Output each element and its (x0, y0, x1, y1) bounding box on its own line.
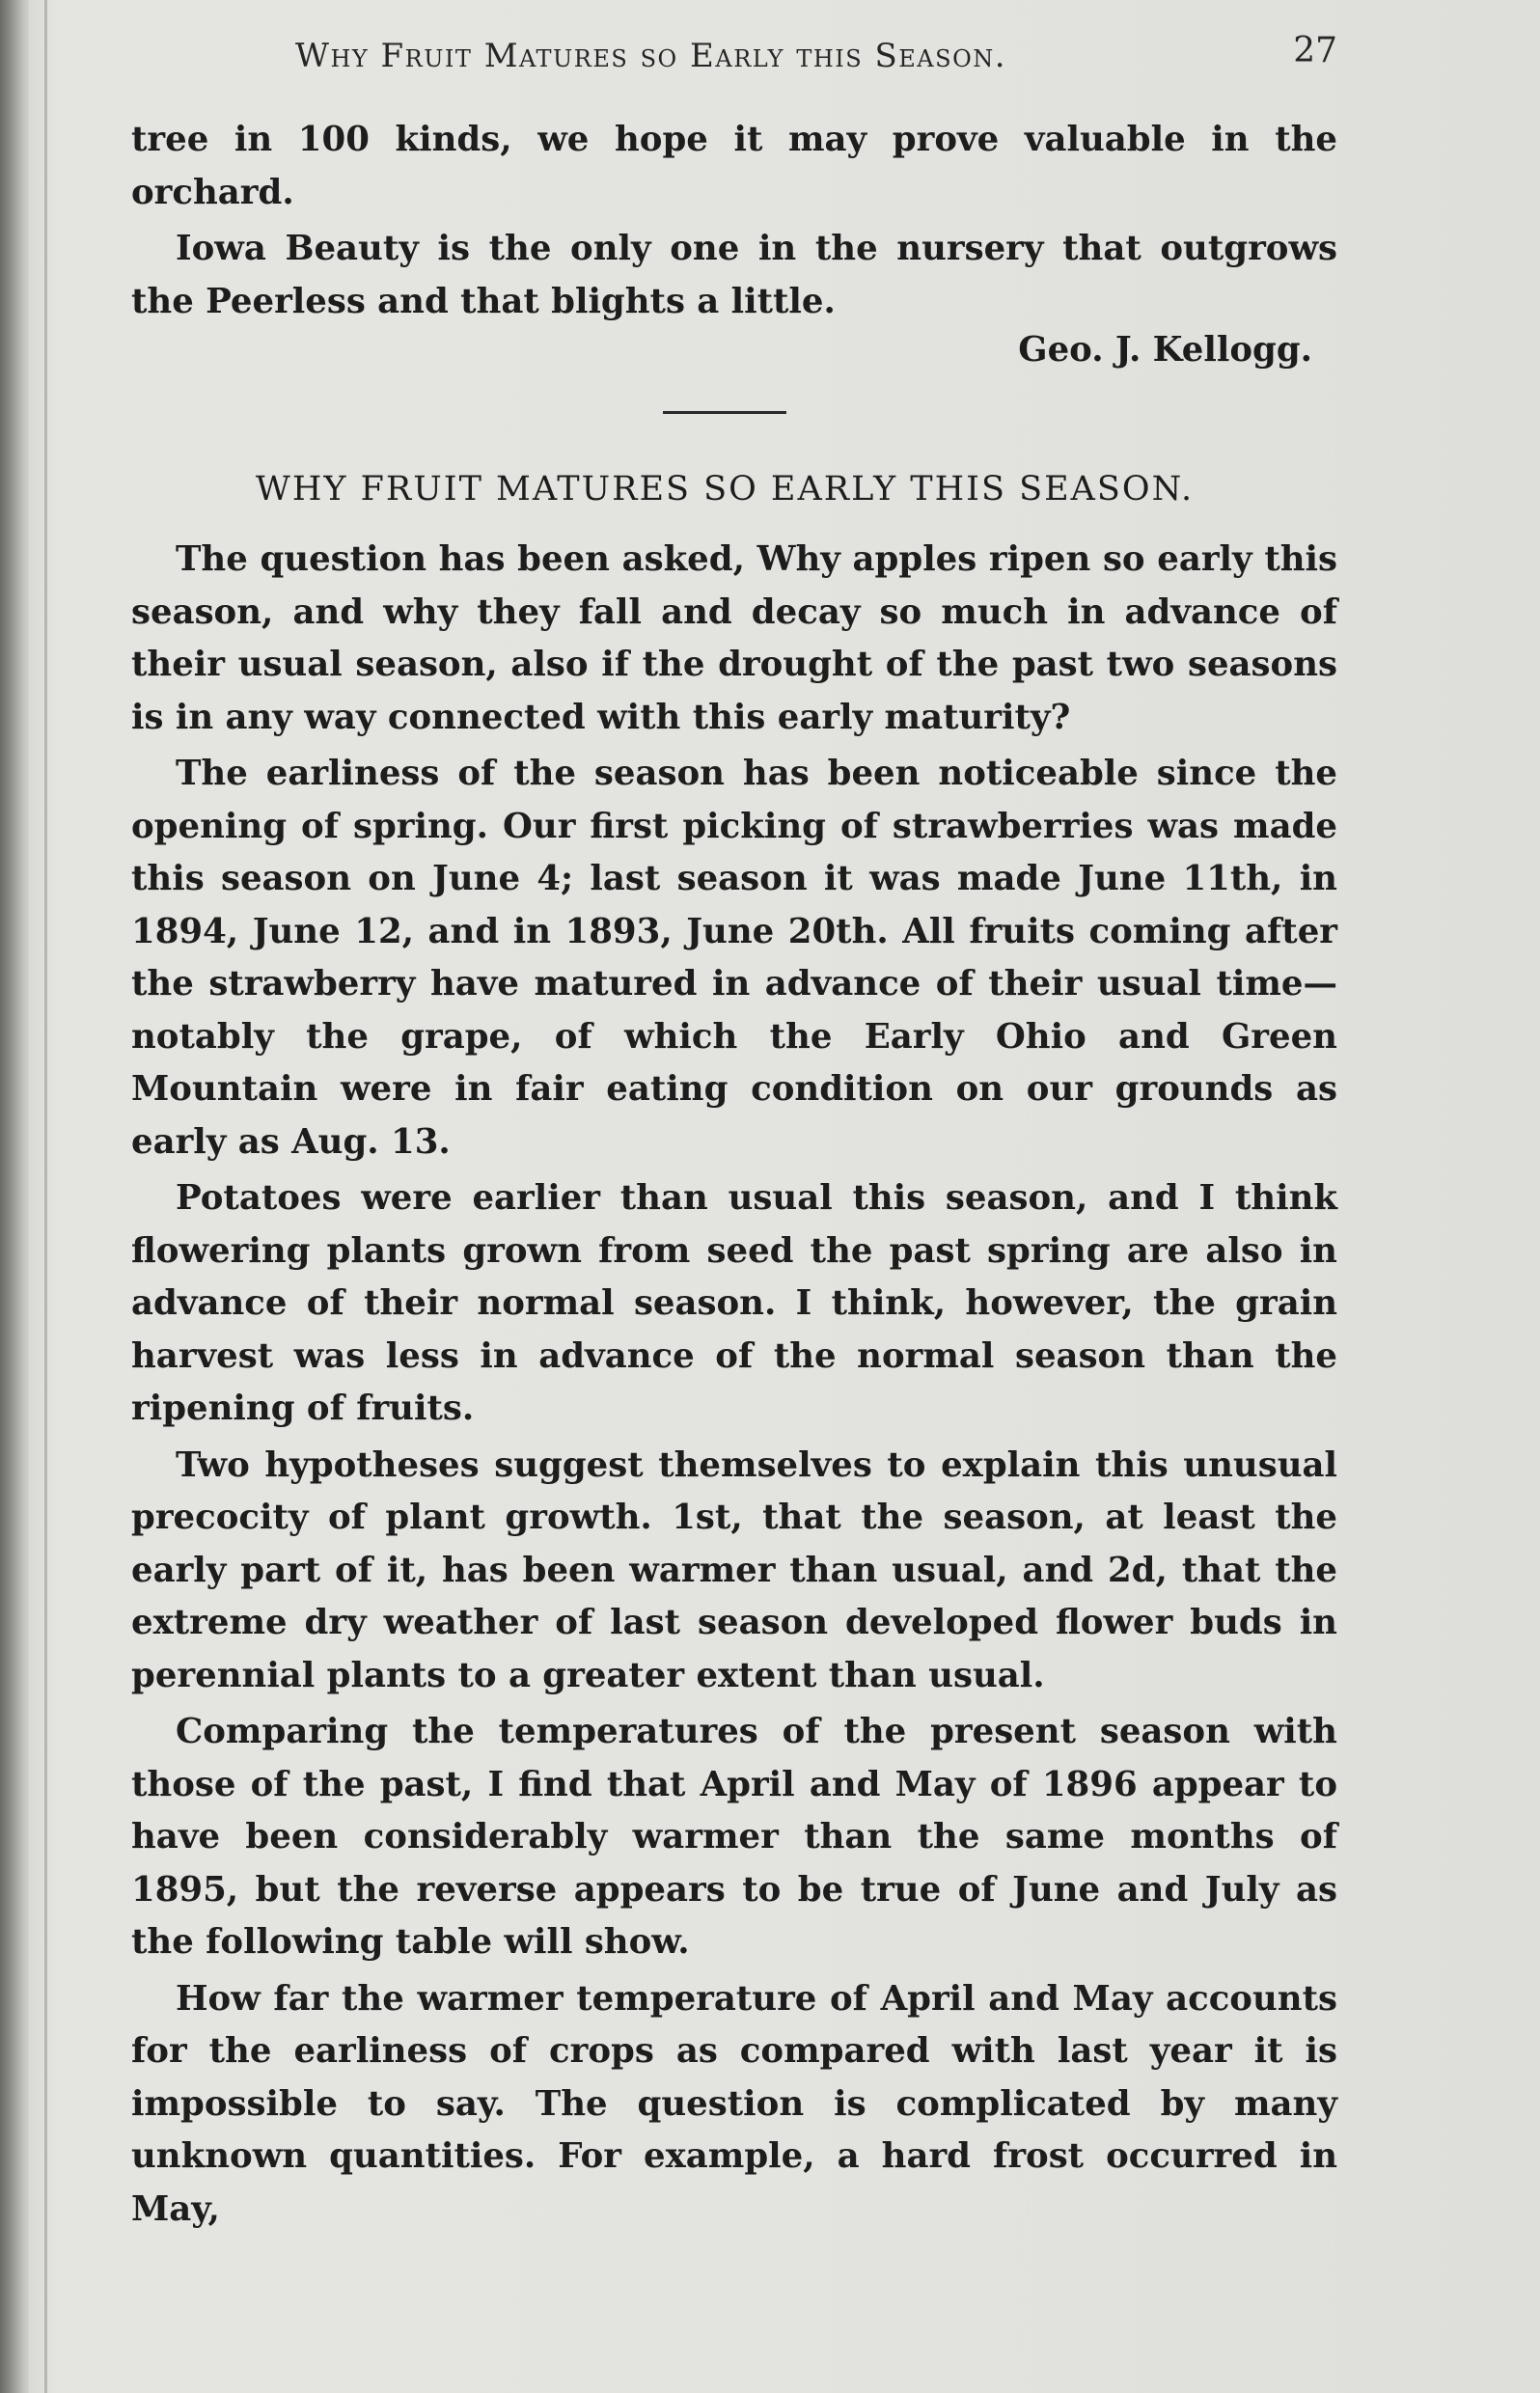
paragraph: tree in 100 kinds, we hope it may prove valuable in the orchard. (131, 120, 1337, 212)
paragraph: How far the warmer temperature of April and May accounts for the earliness of crops as compared with last year it is impossible to say. The question is complicated by many unknown quantities. For example, a hard frost occurred in May, (131, 1978, 1337, 2229)
article-title: WHY FRUIT MATURES SO EARLY THIS SEASON. (255, 470, 1195, 509)
book-binding-shadow (0, 0, 29, 2393)
page-header (131, 31, 1337, 89)
paragraph: The earliness of the season has been noticeable since the opening of spring. Our first picking of strawberries was made this season on June 4; last season it was made June 11th, in 1894, June 12, and in 1893, June 20th. All fruits coming after the strawberry have matured in advance of their usual time—notably the grape, of which the Early Ohio and Green Mountain were in fair eating condition on our grounds as early as Aug. 13. (131, 754, 1337, 1162)
paragraph: Comparing the temperatures of the present season with those of the past, I find that April and May of 1896 appear to have been considerably warmer than the same months of 1895, but the reverse appears to be true of June and July as the following table will show. (131, 1712, 1337, 1962)
author-signature: Geo. J. Kellogg. (1018, 330, 1312, 370)
section-divider (663, 411, 786, 414)
page-body (131, 114, 1337, 2236)
paragraph: The question has been asked, Why apples ripen so early this season, and why they fall and decay so much in advance of their usual season, also if the drought of the past two seasons is in any way connected with this early maturity? (131, 539, 1337, 737)
gutter-line (44, 0, 47, 2393)
page-number: 27 (1293, 31, 1337, 70)
paragraph: Iowa Beauty is the only one in the nursery that outgrows the Peerless and that blights a little. (131, 229, 1337, 321)
paragraph: Two hypotheses suggest themselves to explain this unusual precocity of plant growth. 1st, that the season, at least the early part of it, has been warmer than usual, and 2d, that the extreme dry weather of last season developed flower buds in perennial plants to a greater extent than usual. (131, 1444, 1337, 1695)
paragraph: Potatoes were earlier than usual this season, and I think flowering plants grown from seed the past spring are also in advance of their normal season. I think, however, the grain harvest was less in advance of the normal season than the ripening of fruits. (131, 1178, 1337, 1428)
running-title: Why Fruit Matures so Early this Season. (295, 37, 1007, 75)
